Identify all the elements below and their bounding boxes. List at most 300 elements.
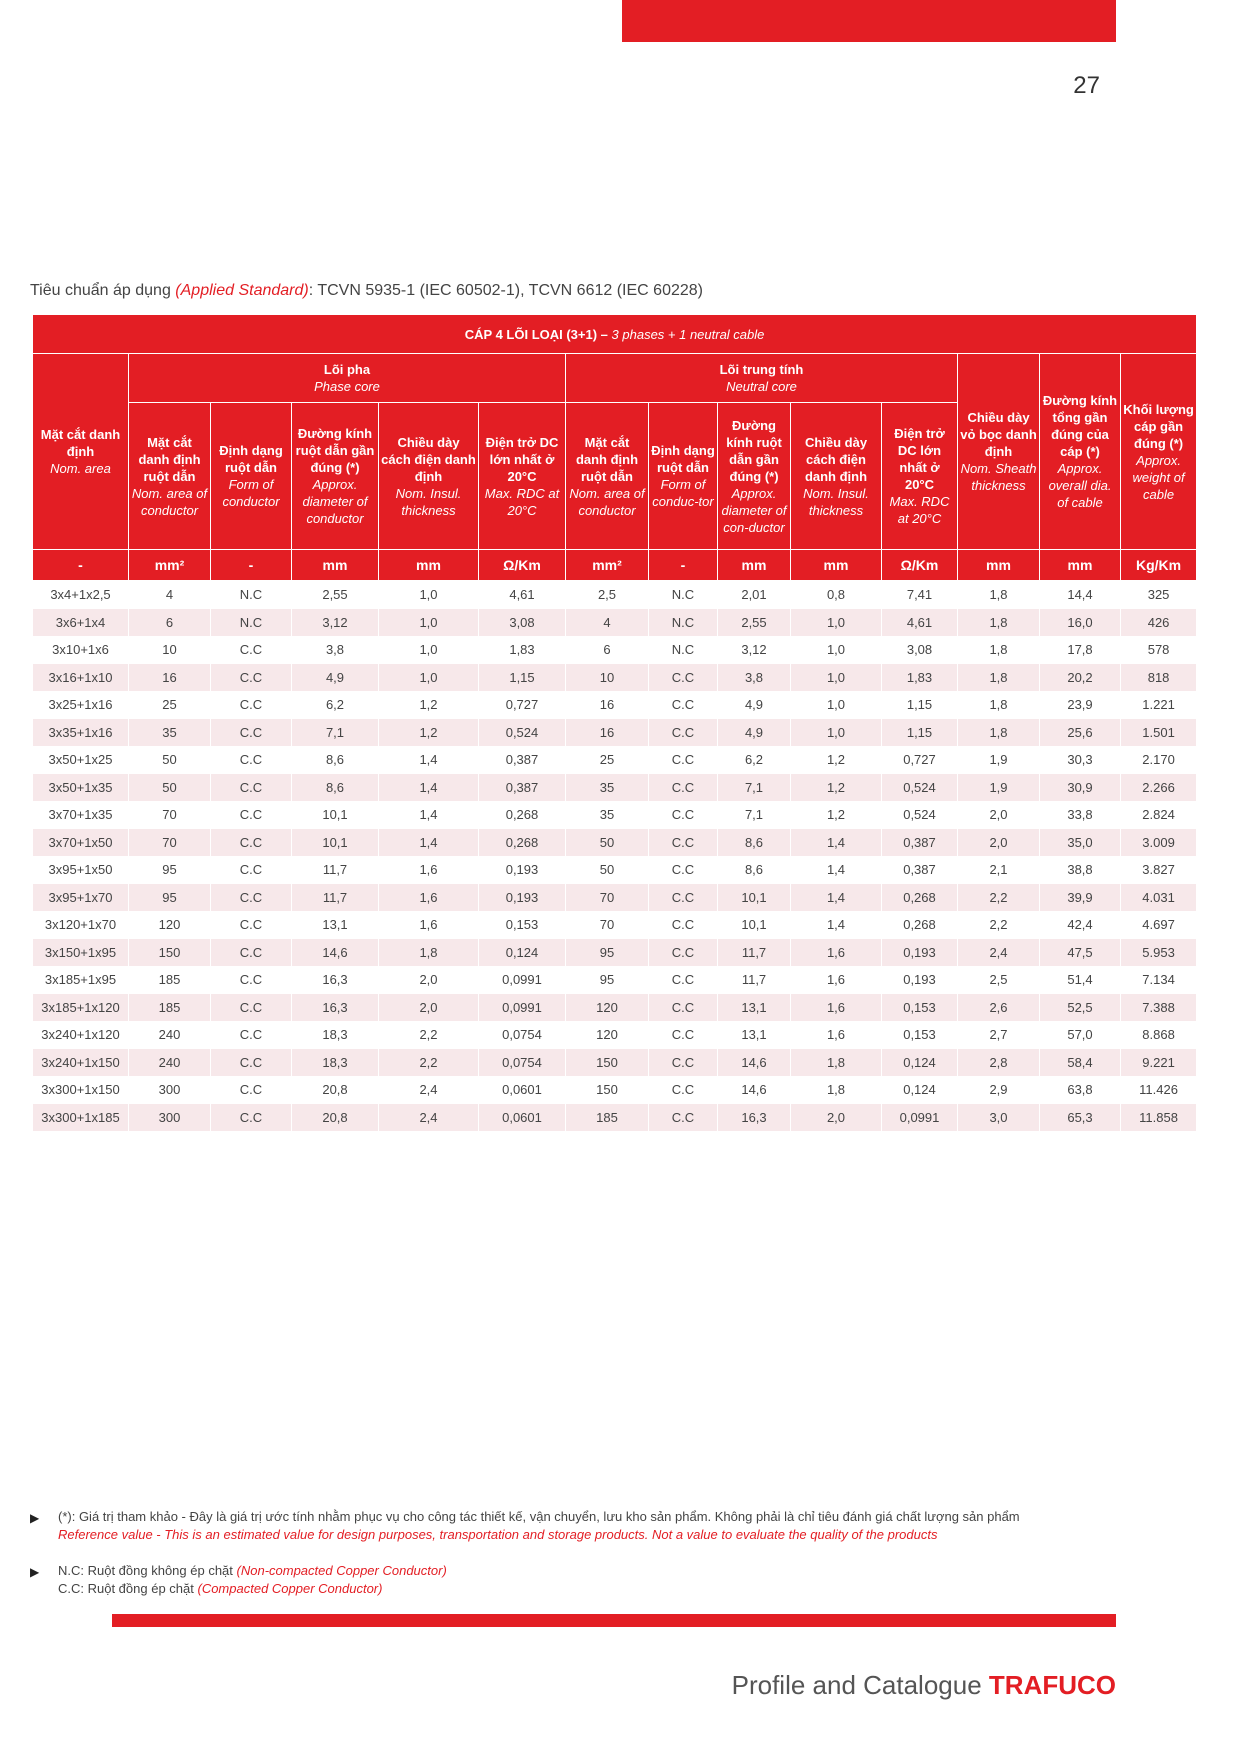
table-cell: 3x185+1x95	[33, 966, 129, 994]
col-header-en: Max. RDC at 20°C	[889, 494, 950, 526]
col-header-vi: Chiều dày cách điện danh định	[381, 434, 476, 484]
unit-cell: mm²	[566, 550, 649, 581]
table-cell: 1,9	[958, 746, 1040, 774]
table-cell: 3x25+1x16	[33, 691, 129, 719]
table-cell: 7,41	[882, 581, 958, 609]
table-cell: 0,0991	[479, 994, 566, 1022]
table-cell: 1,8	[958, 664, 1040, 692]
table-cell: 1,83	[479, 636, 566, 664]
table-cell: 1,0	[791, 719, 882, 747]
table-cell: 1,4	[379, 746, 479, 774]
table-cell: 0,124	[882, 1049, 958, 1077]
table-cell: 1,6	[791, 939, 882, 967]
table-cell: 185	[129, 994, 211, 1022]
table-cell: 9.221	[1121, 1049, 1197, 1077]
table-cell: C.C	[649, 1076, 718, 1104]
table-cell: 0,153	[882, 1021, 958, 1049]
table-cell: 2,5	[566, 581, 649, 609]
table-cell: 95	[129, 856, 211, 884]
table-cell: 2,9	[958, 1076, 1040, 1104]
table-cell: 426	[1121, 609, 1197, 637]
table-cell: 2,4	[379, 1076, 479, 1104]
table-cell: 2,8	[958, 1049, 1040, 1077]
col-header-vi: Điện trở DC lớn nhất ở 20°C	[894, 426, 945, 492]
table-cell: 70	[129, 801, 211, 829]
group-neutral-en: Neutral core	[726, 379, 797, 394]
legend-nc	[58, 1562, 1020, 1580]
table-cell: 14,6	[292, 939, 379, 967]
table-cell: 3,8	[718, 664, 791, 692]
table-title-en: 3 phases + 1 neutral cable	[611, 326, 765, 342]
table-cell: 1,6	[791, 994, 882, 1022]
table-cell: 1,6	[379, 911, 479, 939]
table-cell: 51,4	[1040, 966, 1121, 994]
table-row	[33, 966, 1197, 994]
table-cell: 4,61	[479, 581, 566, 609]
table-cell: 3x185+1x120	[33, 994, 129, 1022]
table-cell: 0,124	[479, 939, 566, 967]
table-cell: C.C	[211, 939, 292, 967]
table-cell: 2,01	[718, 581, 791, 609]
table-cell: 10,1	[718, 911, 791, 939]
table-cell: 2,55	[292, 581, 379, 609]
table-cell: 1,2	[791, 774, 882, 802]
table-cell: 2,4	[958, 939, 1040, 967]
table-cell: 120	[129, 911, 211, 939]
table-cell: 30,3	[1040, 746, 1121, 774]
table-cell: 10	[566, 664, 649, 692]
table-cell: N.C	[649, 609, 718, 637]
bottom-accent-bar	[112, 1614, 1116, 1627]
table-cell: 3,8	[292, 636, 379, 664]
table-cell: 2.170	[1121, 746, 1197, 774]
table-cell: 5.953	[1121, 939, 1197, 967]
table-row	[33, 911, 1197, 939]
table-cell: 23,9	[1040, 691, 1121, 719]
top-accent-bar	[622, 0, 1116, 42]
table-cell: 1,4	[379, 774, 479, 802]
table-cell: 0,268	[882, 884, 958, 912]
table-cell: 58,4	[1040, 1049, 1121, 1077]
table-body	[33, 581, 1197, 1132]
col-header-9	[791, 403, 882, 550]
legend-cc-en: (Compacted Copper Conductor)	[197, 1581, 383, 1596]
table-cell: C.C	[649, 664, 718, 692]
table-cell: 0,524	[479, 719, 566, 747]
table-cell: 2,2	[379, 1021, 479, 1049]
table-title-vi: CÁP 4 LÕI LOẠI (3+1) –	[464, 326, 612, 342]
table-cell: C.C	[211, 801, 292, 829]
col-header-en: Form of conductor	[222, 477, 280, 509]
table-cell: C.C	[211, 774, 292, 802]
bullet-arrow-icon: ▶	[30, 1565, 40, 1579]
table-cell: 1,6	[379, 884, 479, 912]
col-header-en: Form of conduc-tor	[652, 477, 714, 509]
table-cell: 0,268	[479, 801, 566, 829]
table-cell: 20,8	[292, 1076, 379, 1104]
table-cell: 1,8	[958, 581, 1040, 609]
col-header-10	[882, 403, 958, 550]
table-cell: 300	[129, 1104, 211, 1132]
table-cell: 2,2	[379, 1049, 479, 1077]
table-cell: 4.697	[1121, 911, 1197, 939]
table-row	[33, 994, 1197, 1022]
table-cell: 18,3	[292, 1049, 379, 1077]
unit-cell: -	[211, 550, 292, 581]
table-cell: 1.221	[1121, 691, 1197, 719]
table-cell: 150	[566, 1076, 649, 1104]
table-cell: 3x4+1x2,5	[33, 581, 129, 609]
table-cell: 13,1	[718, 1021, 791, 1049]
table-cell: N.C	[649, 581, 718, 609]
table-cell: 47,5	[1040, 939, 1121, 967]
table-row	[33, 719, 1197, 747]
table-cell: 578	[1121, 636, 1197, 664]
table-cell: 1,4	[379, 829, 479, 857]
table-cell: 20,8	[292, 1104, 379, 1132]
group-neutral-vi: Lõi trung tính	[719, 362, 804, 377]
table-row	[33, 636, 1197, 664]
table-cell: C.C	[211, 911, 292, 939]
col-header-vi: Điện trở DC lớn nhất ở 20°C	[485, 434, 559, 484]
table-cell: 16,3	[292, 994, 379, 1022]
table-cell: 0,387	[479, 746, 566, 774]
table-cell: 14,6	[718, 1076, 791, 1104]
footer	[732, 1670, 1116, 1701]
col-header-en: Nom. Insul. thickness	[803, 485, 869, 518]
table-cell: 0,387	[882, 856, 958, 884]
table-cell: 300	[129, 1076, 211, 1104]
table-cell: C.C	[649, 939, 718, 967]
table-cell: 50	[566, 829, 649, 857]
table-cell: 10,1	[292, 801, 379, 829]
table-row	[33, 939, 1197, 967]
col-header-vi: Chiều dày vỏ bọc danh định	[960, 410, 1037, 459]
table-cell: 3x150+1x95	[33, 939, 129, 967]
table-title	[33, 315, 1197, 354]
table-cell: 11,7	[292, 856, 379, 884]
table-cell: 35	[129, 719, 211, 747]
table-cell: C.C	[649, 911, 718, 939]
col-header-vi: Định dạng ruột dẫn	[651, 443, 715, 475]
table-cell: C.C	[211, 856, 292, 884]
col-header-vi: Mặt cắt danh định ruột dẫn	[575, 434, 639, 484]
table-cell: 70	[566, 884, 649, 912]
table-cell: 1,6	[791, 966, 882, 994]
table-cell: 1,4	[791, 829, 882, 857]
group-phase-en: Phase core	[314, 379, 380, 394]
col-header-4	[379, 403, 479, 550]
table-cell: 7.134	[1121, 966, 1197, 994]
table-row	[33, 1076, 1197, 1104]
table-cell: 57,0	[1040, 1021, 1121, 1049]
table-cell: 1,0	[379, 609, 479, 637]
table-cell: 16,3	[292, 966, 379, 994]
table-cell: 120	[566, 994, 649, 1022]
unit-cell: mm²	[129, 550, 211, 581]
table-cell: 50	[566, 856, 649, 884]
col-header-vi: Định dạng ruột dẫn	[219, 443, 283, 475]
footnote-legend	[30, 1562, 1020, 1598]
table-cell: 1,8	[791, 1049, 882, 1077]
table-cell: 185	[566, 1104, 649, 1132]
table-cell: C.C	[211, 746, 292, 774]
table-cell: C.C	[211, 1021, 292, 1049]
table-cell: 35	[566, 801, 649, 829]
table-cell: 4.031	[1121, 884, 1197, 912]
col-header-8	[718, 403, 791, 550]
table-cell: 63,8	[1040, 1076, 1121, 1104]
table-cell: 1,8	[958, 609, 1040, 637]
table-cell: 35,0	[1040, 829, 1121, 857]
table-cell: 1,0	[791, 664, 882, 692]
table-cell: 0,0754	[479, 1021, 566, 1049]
table-cell: 16,0	[1040, 609, 1121, 637]
footnote-reference	[30, 1508, 1020, 1544]
table-cell: 3x240+1x120	[33, 1021, 129, 1049]
unit-cell: mm	[958, 550, 1040, 581]
table-cell: 14,6	[718, 1049, 791, 1077]
col-header-11	[958, 354, 1040, 550]
col-header-vi: Mặt cắt danh định	[40, 427, 121, 459]
table-cell: 4,9	[718, 691, 791, 719]
table-cell: 65,3	[1040, 1104, 1121, 1132]
col-header-2	[211, 403, 292, 550]
col-header-en: Nom. Sheath thickness	[960, 461, 1037, 493]
col-header-0	[33, 354, 129, 550]
table-cell: 0,727	[479, 691, 566, 719]
table-cell: C.C	[649, 774, 718, 802]
col-header-en: Nom. area of conductor	[131, 485, 208, 518]
table-cell: 0,8	[791, 581, 882, 609]
table-cell: 818	[1121, 664, 1197, 692]
table-cell: 185	[129, 966, 211, 994]
table-cell: 2,0	[379, 966, 479, 994]
table-cell: 0,153	[882, 994, 958, 1022]
table-cell: 1,0	[379, 581, 479, 609]
table-cell: 2,1	[958, 856, 1040, 884]
table-cell: 8,6	[718, 829, 791, 857]
table-cell: 7.388	[1121, 994, 1197, 1022]
table-cell: 0,524	[882, 774, 958, 802]
table-cell: 3,0	[958, 1104, 1040, 1132]
table-cell: 1,9	[958, 774, 1040, 802]
table-cell: C.C	[211, 884, 292, 912]
table-cell: C.C	[649, 856, 718, 884]
footnote-line-en: Reference value - This is an estimated value for design purposes, transportation and storage products. Not a value to evaluate the quality of the products	[58, 1527, 938, 1542]
table-cell: 11.426	[1121, 1076, 1197, 1104]
col-header-en: Approx. weight of cable	[1132, 452, 1185, 502]
col-header-en: Nom. Insul. thickness	[395, 485, 462, 518]
table-cell: 1,6	[791, 1021, 882, 1049]
table-cell: 3x120+1x70	[33, 911, 129, 939]
table-cell: 3x6+1x4	[33, 609, 129, 637]
table-cell: 6,2	[292, 691, 379, 719]
table-cell: 95	[129, 884, 211, 912]
table-row	[33, 1049, 1197, 1077]
table-cell: 3x300+1x185	[33, 1104, 129, 1132]
table-cell: 4,9	[718, 719, 791, 747]
legend-nc-en: (Non-compacted Copper Conductor)	[236, 1563, 447, 1578]
table-cell: 150	[129, 939, 211, 967]
table-cell: C.C	[649, 1021, 718, 1049]
table-cell: 240	[129, 1049, 211, 1077]
table-row	[33, 829, 1197, 857]
table-cell: C.C	[649, 884, 718, 912]
table-cell: 18,3	[292, 1021, 379, 1049]
table-cell: C.C	[211, 1076, 292, 1104]
unit-cell: Ω/Km	[479, 550, 566, 581]
table-cell: 1,2	[379, 691, 479, 719]
col-header-en: Approx. overall dia. of cable	[1048, 461, 1112, 510]
table-cell: 3x10+1x6	[33, 636, 129, 664]
table-cell: 0,193	[882, 966, 958, 994]
col-header-vi: Đường kính ruột dẫn gần đúng (*)	[295, 426, 375, 475]
table-cell: 3x50+1x35	[33, 774, 129, 802]
group-header-phase	[129, 354, 566, 403]
table-cell: 1,8	[958, 719, 1040, 747]
table-cell: 2,5	[958, 966, 1040, 994]
bullet-arrow-icon: ▶	[30, 1511, 40, 1525]
table-cell: 35	[566, 774, 649, 802]
table-cell: 1,8	[958, 691, 1040, 719]
table-cell: 6	[129, 609, 211, 637]
table-cell: C.C	[649, 801, 718, 829]
table-cell: C.C	[649, 719, 718, 747]
table-cell: 1,2	[791, 746, 882, 774]
table-cell: 1.501	[1121, 719, 1197, 747]
col-header-13	[1121, 354, 1197, 550]
table-cell: 3.009	[1121, 829, 1197, 857]
table-cell: 42,4	[1040, 911, 1121, 939]
table-cell: 11,7	[292, 884, 379, 912]
table-cell: 2,0	[958, 801, 1040, 829]
table-cell: 8,6	[718, 856, 791, 884]
table-cell: 16	[566, 691, 649, 719]
table-cell: 3x95+1x50	[33, 856, 129, 884]
table-cell: C.C	[211, 636, 292, 664]
col-header-en: Approx. diameter of conductor	[302, 477, 368, 526]
table-row	[33, 746, 1197, 774]
table-cell: 52,5	[1040, 994, 1121, 1022]
table-cell: 2,2	[958, 911, 1040, 939]
unit-cell: -	[33, 550, 129, 581]
table-cell: 2,4	[379, 1104, 479, 1132]
table-row	[33, 1021, 1197, 1049]
col-header-en: Nom. area of conductor	[569, 485, 645, 518]
col-header-1	[129, 403, 211, 550]
table-cell: 8.868	[1121, 1021, 1197, 1049]
table-cell: 2,0	[958, 829, 1040, 857]
table-cell: 3x240+1x150	[33, 1049, 129, 1077]
legend-nc-vi: N.C: Ruột đồng không ép chặt	[58, 1563, 237, 1578]
table-cell: 0,0991	[882, 1104, 958, 1132]
table-cell: 11,7	[718, 939, 791, 967]
table-cell: 7,1	[718, 774, 791, 802]
table-cell: 38,8	[1040, 856, 1121, 884]
table-cell: C.C	[211, 994, 292, 1022]
table-cell: 3x70+1x35	[33, 801, 129, 829]
table-cell: 1,0	[791, 636, 882, 664]
col-header-12	[1040, 354, 1121, 550]
footnotes	[30, 1508, 1020, 1616]
table-cell: 70	[566, 911, 649, 939]
table-cell: 10,1	[292, 829, 379, 857]
table-cell: N.C	[649, 636, 718, 664]
table-cell: 25	[566, 746, 649, 774]
table-cell: 2,0	[379, 994, 479, 1022]
table-cell: 1,0	[379, 636, 479, 664]
table-cell: 0,0754	[479, 1049, 566, 1077]
table-cell: 8,6	[292, 746, 379, 774]
col-header-en: Max. RDC at 20°C	[484, 485, 560, 518]
table-row	[33, 1104, 1197, 1132]
table-cell: 2,55	[718, 609, 791, 637]
table-cell: 4	[129, 581, 211, 609]
table-cell: C.C	[211, 719, 292, 747]
unit-cell: Kg/Km	[1121, 550, 1197, 581]
table-cell: 3x16+1x10	[33, 664, 129, 692]
col-header-en: Approx. diameter of con-ductor	[721, 485, 787, 535]
table-cell: 2,2	[958, 884, 1040, 912]
col-header-en: Nom. area	[50, 461, 111, 476]
table-cell: 0,193	[479, 856, 566, 884]
table-cell: 0,268	[882, 911, 958, 939]
table-cell: C.C	[211, 829, 292, 857]
table-row	[33, 856, 1197, 884]
table-cell: 4,9	[292, 664, 379, 692]
col-header-vi: Đường kính tổng gần đúng của cáp (*)	[1042, 393, 1118, 459]
table-cell: N.C	[211, 609, 292, 637]
unit-cell: mm	[1040, 550, 1121, 581]
table-cell: 11.858	[1121, 1104, 1197, 1132]
unit-cell: mm	[718, 550, 791, 581]
table-row	[33, 664, 1197, 692]
table-cell: 1,4	[791, 911, 882, 939]
table-cell: 1,8	[791, 1076, 882, 1104]
table-row	[33, 774, 1197, 802]
table-cell: C.C	[649, 829, 718, 857]
cable-spec-table	[32, 314, 1197, 1131]
legend-cc	[58, 1580, 1020, 1598]
table-cell: 25	[129, 691, 211, 719]
table-cell: 1,8	[958, 636, 1040, 664]
table-cell: 0,387	[479, 774, 566, 802]
unit-cell: Ω/Km	[882, 550, 958, 581]
table-cell: 6,2	[718, 746, 791, 774]
table-cell: 39,9	[1040, 884, 1121, 912]
table-cell: 0,193	[479, 884, 566, 912]
unit-cell: -	[649, 550, 718, 581]
table-cell: 3.827	[1121, 856, 1197, 884]
table-cell: 1,8	[379, 939, 479, 967]
table-cell: 0,524	[882, 801, 958, 829]
table-cell: 7,1	[718, 801, 791, 829]
table-cell: 0,727	[882, 746, 958, 774]
table-cell: 0,0991	[479, 966, 566, 994]
table-cell: 25,6	[1040, 719, 1121, 747]
col-header-5	[479, 403, 566, 550]
table-cell: 7,1	[292, 719, 379, 747]
table-cell: 0,0601	[479, 1076, 566, 1104]
table-row	[33, 691, 1197, 719]
table-cell: 8,6	[292, 774, 379, 802]
table-cell: 13,1	[718, 994, 791, 1022]
table-cell: 1,2	[791, 801, 882, 829]
table-cell: 14,4	[1040, 581, 1121, 609]
col-header-6	[566, 403, 649, 550]
table-cell: 3,08	[882, 636, 958, 664]
